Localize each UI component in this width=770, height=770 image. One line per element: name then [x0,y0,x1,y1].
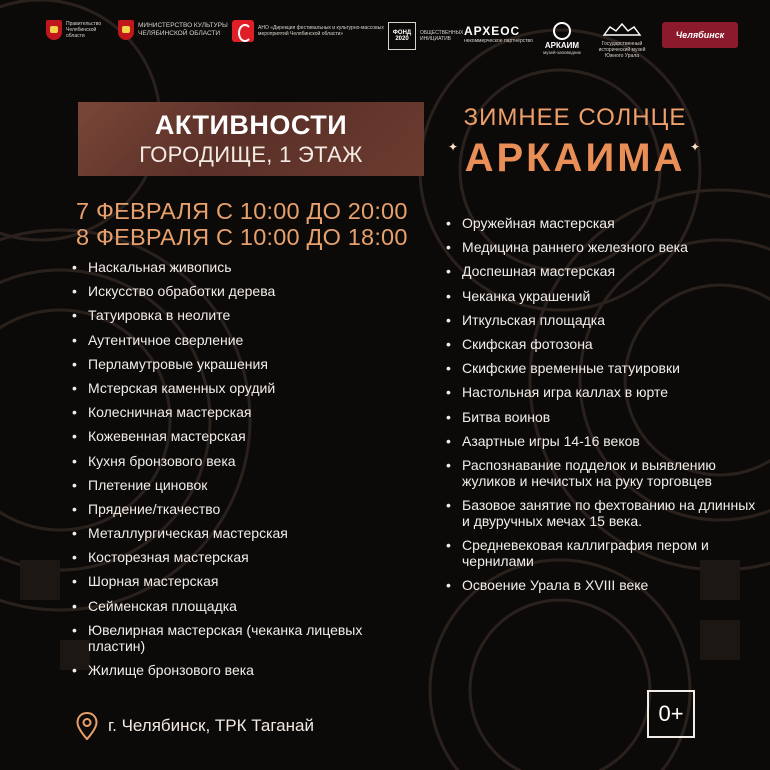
chelyabinsk-logo-text: Челябинск [662,22,738,48]
arheos-logo [464,24,534,44]
list-item: • Настольная игра каллах в юрте [446,384,756,400]
ano-logo-text: АНО «Дирекция фестивальных и культурно-массовых мероприятий Челябинской области» [258,25,384,37]
fond-line2: 2020 [395,36,409,42]
event-logo [440,104,710,180]
address [76,712,314,740]
list-item: • Шорная мастерская [72,573,372,589]
list-item: • Косторезная мастерская [72,549,372,565]
gov-logo-text: Правительство Челябинской области [66,21,102,39]
schedule-date-2: 8 ФЕВРАЛЯ С 10:00 ДО 18:00 [76,224,408,250]
list-item: • Доспешная мастерская [446,263,756,279]
location-pin-icon [76,712,98,740]
chelyabinsk-logo [662,22,738,48]
museum-building-icon [602,22,642,36]
list-item: • Ювелирная мастерская (чеканка лицевых пластин) [72,622,372,654]
address-text: г. Челябинск, ТРК Таганай [108,716,314,735]
list-item: • Кожевенная мастерская [72,428,372,444]
list-item: • Аутентичное сверление [72,332,372,348]
list-item: • Азартные игры 14-16 веков [446,433,756,449]
list-item: • Медицина раннего железного века [446,239,756,255]
schedule-date-1: 7 ФЕВРАЛЯ С 10:00 ДО 20:00 [76,198,408,224]
list-item: • Скифская фотозона [446,336,756,352]
list-item: • Скифские временные татуировки [446,360,756,376]
coat-of-arms-icon [118,20,134,40]
activities-list-left [72,259,372,678]
list-item: • Искусство обработки дерева [72,283,372,299]
list-item: • Базовое занятие по фехтованию на длинных и двуручных мечах 15 века. [446,497,756,529]
sparkle-icon: ✦ [689,140,700,154]
gov-logo [46,20,106,40]
list-item: • Освоение Урала в XVIII веке [446,577,756,593]
museum-logo-text: Государственный исторический музей Южного Урала [598,41,646,59]
list-item: • Металлургическая мастерская [72,525,372,541]
activities-banner [78,102,424,176]
list-item: • Плетение циновок [72,477,372,493]
list-item: • Кухня бронзового века [72,453,372,469]
list-item: • Колесничная мастерская [72,404,372,420]
event-title-line1: ЗИМНЕЕ СОЛНЦЕ [463,104,687,131]
list-item: • Распознавание подделок и выявлению жуликов и нечистых на руку торговцев [446,457,756,489]
list-item: • Жилище бронзового века [72,662,372,678]
age-rating-badge: 0+ [647,690,695,738]
arkaim-name: АРКАИМ [544,41,580,50]
ministry-logo [118,20,228,40]
museum-logo [592,22,652,59]
partner-logos [0,0,770,78]
list-item: • Татуировка в неолите [72,307,372,323]
arkaim-mark-icon [553,22,571,40]
list-item: • Иткульская площадка [446,312,756,328]
page-title: АКТИВНОСТИ [154,110,348,140]
page-subtitle: ГОРОДИЩЕ, 1 ЭТАЖ [139,142,363,167]
fond-logo-text: ОБЩЕСТВЕННЫХ ИНИЦИАТИВ [420,30,464,42]
list-item: • Средневековая каллиграфия пером и чернилами [446,537,756,569]
list-item: • Чеканка украшений [446,288,756,304]
fond-logo [388,22,464,50]
event-title-line2: АРКАИМА [464,136,686,180]
ano-logo [232,20,388,42]
sparkle-icon: ✦ [448,140,459,154]
activities-list-right [446,215,756,593]
arkaim-logo-text: музей-заповедник [543,50,581,55]
ano-mark-icon [232,20,254,42]
arheos-logo-text: некоммерческое партнёрство [464,38,533,44]
list-item: • Перламутровые украшения [72,356,372,372]
ministry-logo-text: МИНИСТЕРСТВО КУЛЬТУРЫ ЧЕЛЯБИНСКОЙ ОБЛАСТИ [138,22,228,37]
fond-mark-icon [388,22,416,50]
list-item: • Сейменская площадка [72,598,372,614]
arheos-name: АРХЕОС [464,24,521,38]
fond-line1: ФОНД [392,30,412,36]
list-item: • Оружейная мастерская [446,215,756,231]
list-item: • Мстерская каменных орудий [72,380,372,396]
coat-of-arms-icon [46,20,62,40]
list-item: • Наскальная живопись [72,259,372,275]
arkaim-logo [540,22,584,56]
list-item: • Прядение/ткачество [72,501,372,517]
schedule-dates [76,198,408,250]
list-item: • Битва воинов [446,409,756,425]
